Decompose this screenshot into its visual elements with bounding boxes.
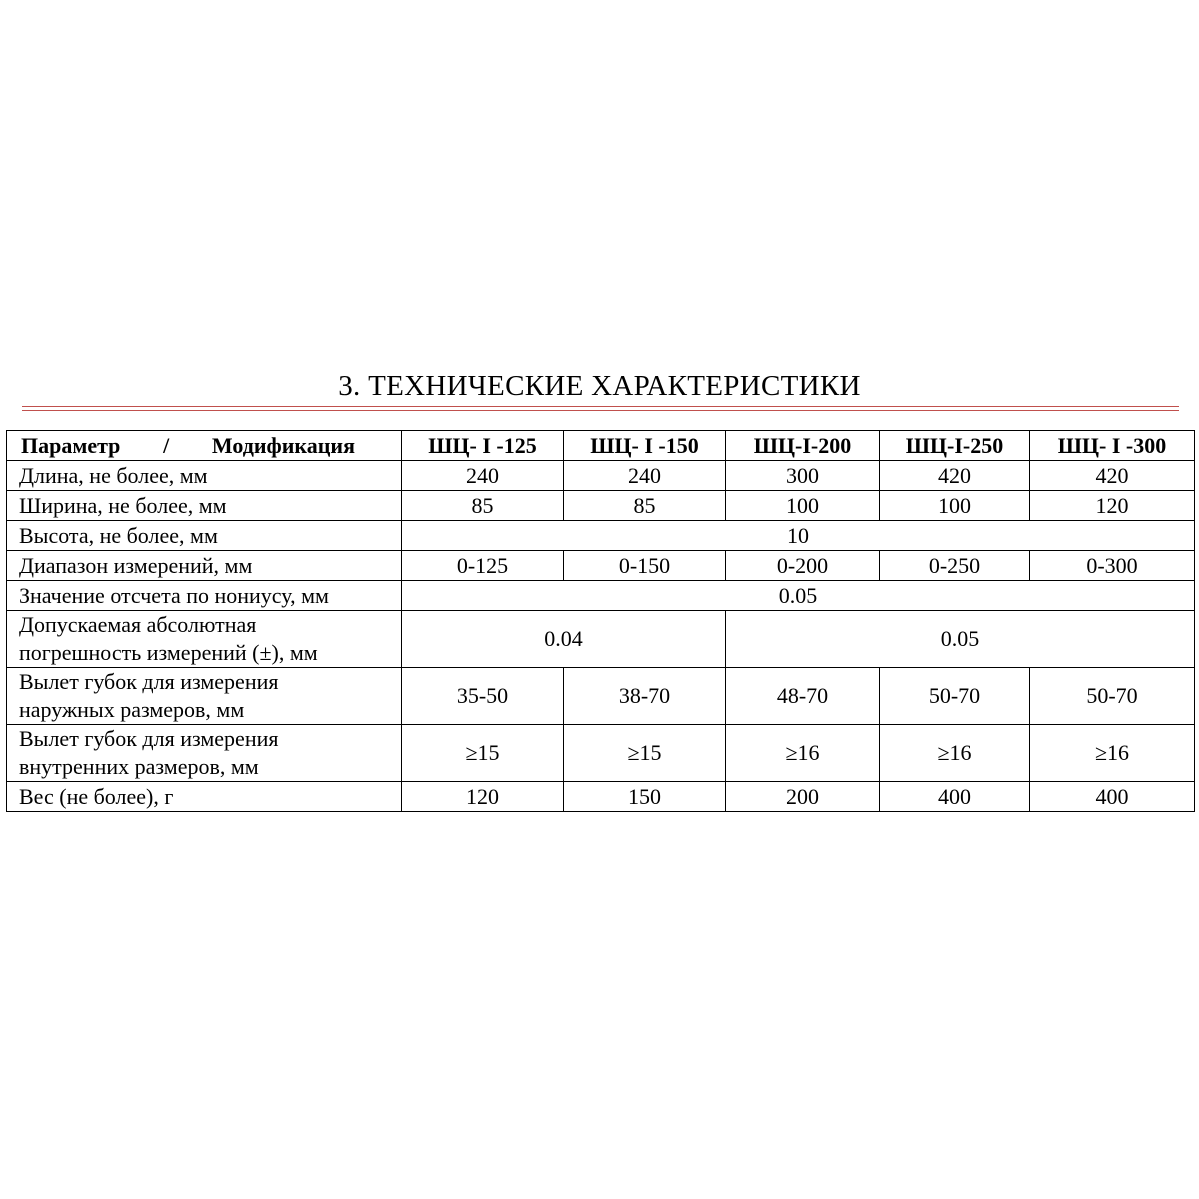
header-model: ШЦ- I -300 — [1030, 431, 1195, 461]
row-merged-value: 0.05 — [402, 581, 1195, 611]
header-param-label: Параметр — [21, 433, 121, 458]
row-value: 0-125 — [402, 551, 564, 581]
row-value: ≥16 — [1030, 725, 1195, 782]
table-row — [7, 461, 1195, 491]
table-row — [7, 611, 1195, 668]
row-value: 150 — [564, 782, 726, 812]
row-label: Значение отсчета по нониусу, мм — [7, 581, 402, 611]
row-value: 300 — [726, 461, 880, 491]
row-label — [7, 611, 402, 668]
row-label: Длина, не более, мм — [7, 461, 402, 491]
table-row — [7, 581, 1195, 611]
row-label: Диапазон измерений, мм — [7, 551, 402, 581]
row-value: 100 — [726, 491, 880, 521]
row-label-line: наружных размеров, мм — [19, 697, 245, 722]
table-row — [7, 782, 1195, 812]
row-label: Высота, не более, мм — [7, 521, 402, 551]
row-value: 0-300 — [1030, 551, 1195, 581]
row-label-line: Допускаемая абсолютная — [19, 612, 257, 637]
row-value: 420 — [880, 461, 1030, 491]
table-row — [7, 551, 1195, 581]
row-label-line: Вылет губок для измерения — [19, 669, 279, 694]
row-value: 48-70 — [726, 668, 880, 725]
row-value: ≥15 — [402, 725, 564, 782]
row-value: 240 — [564, 461, 726, 491]
title-underline-bottom — [22, 410, 1179, 411]
row-label: Ширина, не более, мм — [7, 491, 402, 521]
row-label — [7, 725, 402, 782]
row-value: 120 — [1030, 491, 1195, 521]
table-row — [7, 521, 1195, 551]
row-value: 0-150 — [564, 551, 726, 581]
row-value: 38-70 — [564, 668, 726, 725]
row-value: 85 — [564, 491, 726, 521]
row-merged-value: 10 — [402, 521, 1195, 551]
row-group-value: 0.05 — [726, 611, 1195, 668]
row-label-line: Вылет губок для измерения — [19, 726, 279, 751]
row-value: 0-250 — [880, 551, 1030, 581]
row-value: 0-200 — [726, 551, 880, 581]
row-value: 50-70 — [880, 668, 1030, 725]
row-group-value: 0.04 — [402, 611, 726, 668]
row-value: 100 — [880, 491, 1030, 521]
header-model: ШЦ- I -125 — [402, 431, 564, 461]
row-value: 35-50 — [402, 668, 564, 725]
row-value: 400 — [1030, 782, 1195, 812]
header-model: ШЦ- I -150 — [564, 431, 726, 461]
header-modification-label: Модификация — [211, 433, 355, 458]
row-label: Вес (не более), г — [7, 782, 402, 812]
specifications-table — [6, 430, 1195, 812]
row-value: 50-70 — [1030, 668, 1195, 725]
table-header-row — [7, 431, 1195, 461]
row-value: ≥16 — [880, 725, 1030, 782]
row-value: 120 — [402, 782, 564, 812]
row-label-line: внутренних размеров, мм — [19, 754, 259, 779]
row-value: ≥15 — [564, 725, 726, 782]
title-underline-top — [22, 406, 1179, 407]
row-value: 240 — [402, 461, 564, 491]
row-value: ≥16 — [726, 725, 880, 782]
table-row — [7, 491, 1195, 521]
header-model: ШЦ-I-200 — [726, 431, 880, 461]
row-value: 200 — [726, 782, 880, 812]
table-row — [7, 668, 1195, 725]
row-label — [7, 668, 402, 725]
section-title: 3. ТЕХНИЧЕСКИЕ ХАРАКТЕРИСТИКИ — [338, 370, 861, 402]
table-row — [7, 725, 1195, 782]
row-value: 400 — [880, 782, 1030, 812]
header-model: ШЦ-I-250 — [880, 431, 1030, 461]
header-parameter-cell — [7, 431, 402, 461]
row-value: 85 — [402, 491, 564, 521]
row-label-line: погрешность измерений (±), мм — [19, 640, 318, 665]
row-value: 420 — [1030, 461, 1195, 491]
header-separator: / — [163, 433, 170, 458]
